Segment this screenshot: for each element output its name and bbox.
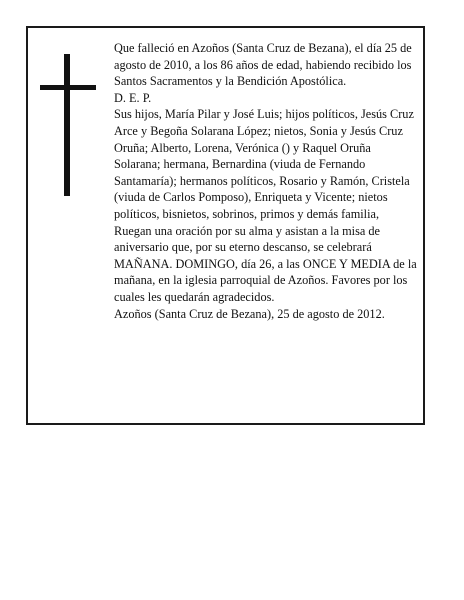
cross-vertical-bar: [64, 54, 70, 196]
family-list: Sus hijos, María Pilar y José Luis; hijos políticos, Jesús Cruz Arce y Begoña Solarana López; nietos, Sonia y Jesús Cruz Oruña; Alberto, Lorena, Verónica () y Raquel Oruña Solarana; hermana, Bernardina (viuda de Fernando Santamaría); hermanos políticos, Rosario y Ramón, Cristela (viuda de Carlos Pomposo), Enriqueta y Vicente; nietos políticos, bisnietos, sobrinos, primos y demás familia,: [114, 107, 414, 221]
cross-horizontal-bar: [40, 85, 96, 90]
notice-body: [114, 40, 420, 322]
death-announcement: Que falleció en Azoños (Santa Cruz de Bezana), el día 25 de agosto de 2010, a los 86 años de edad, habiendo recibido los Santos Sacramentos y la Bendición Apostólica.: [114, 41, 412, 89]
cross-icon: [40, 54, 96, 196]
obituary-notice: [26, 26, 425, 425]
place-and-date: Azoños (Santa Cruz de Bezana), 25 de agosto de 2012.: [114, 306, 385, 321]
mass-invitation: Ruegan una oración por su alma y asistan a la misa de aniversario que, por su eterno descanso, se celebrará MAÑANA. DOMINGO, día 26, a las ONCE Y MEDIA de la mañana, en la iglesia parroquial de Azoños. Favores por los cuales les quedarán agradecidos.: [114, 223, 417, 304]
rip-line: D. E. P.: [114, 90, 152, 105]
